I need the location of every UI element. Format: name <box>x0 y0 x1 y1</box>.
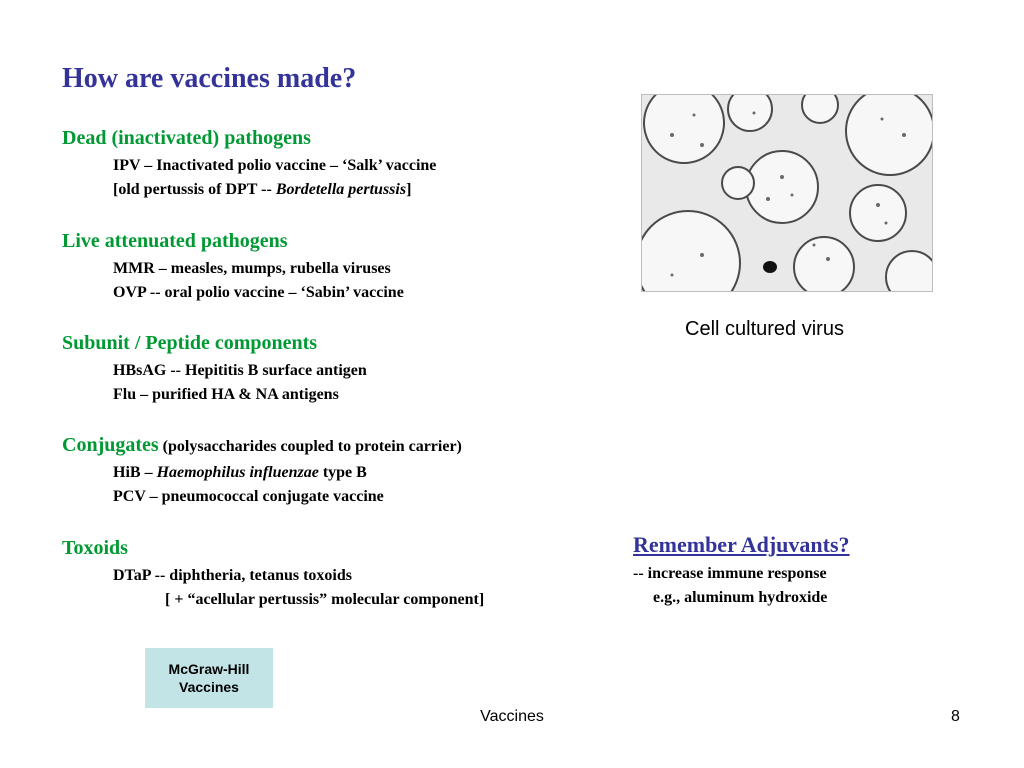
dead-line-pertussis <box>113 180 411 200</box>
dead-line-pertussis-italic: Bordetella pertussis <box>275 181 407 198</box>
section-heading-live: Live attenuated pathogens <box>62 230 288 252</box>
section-heading-dead: Dead (inactivated) pathogens <box>62 127 311 149</box>
conjugates-line-pcv: PCV – pneumococcal conjugate vaccine <box>113 488 384 505</box>
conjugates-line-hib <box>113 463 367 483</box>
adjuvants-line-example: e.g., aluminum hydroxide <box>653 589 828 606</box>
source-box-line2: Vaccines <box>179 679 239 695</box>
slide-title: How are vaccines made? <box>62 63 357 94</box>
adjuvants-line-immune: -- increase immune response <box>633 565 827 582</box>
source-box <box>145 648 273 708</box>
dead-line-ipv: IPV – Inactivated polio vaccine – ‘Salk’ vaccine <box>113 157 437 174</box>
section-heading-conjugates <box>62 433 462 459</box>
micrograph-svg <box>642 95 933 292</box>
conjugates-hib-suffix: type B <box>318 464 367 481</box>
section-heading-subunit: Subunit / Peptide components <box>62 332 318 354</box>
conjugates-hib-prefix: HiB – <box>113 464 157 481</box>
live-line-mmr: MMR – measles, mumps, rubella viruses <box>113 260 391 277</box>
dead-line-pertussis-suffix: ] <box>406 181 412 198</box>
dead-line-pertussis-prefix: [old pertussis of DPT -- <box>113 181 276 198</box>
subunit-line-flu: Flu – purified HA & NA antigens <box>113 386 339 403</box>
subunit-line-hbsag: HBsAG -- Hepititis B surface antigen <box>113 362 367 379</box>
section-heading-toxoids: Toxoids <box>62 537 128 559</box>
toxoids-line-dtap: DTaP -- diphtheria, tetanus toxoids <box>113 567 352 584</box>
toxoids-line-acellular: [ + “acellular pertussis” molecular component] <box>165 591 485 608</box>
live-line-ovp: OVP -- oral polio vaccine – ‘Sabin’ vaccine <box>113 284 404 301</box>
source-box-line1: McGraw-Hill <box>168 661 250 677</box>
conjugates-hib-italic: Haemophilus influenzae <box>156 464 319 481</box>
footer-title: Vaccines <box>480 708 544 725</box>
page-number: 8 <box>951 708 960 725</box>
conjugates-heading-text: Conjugates <box>62 434 159 456</box>
conjugates-note: (polysaccharides coupled to protein carrier) <box>158 438 462 455</box>
cell-culture-micrograph-image <box>641 94 933 292</box>
adjuvants-heading: Remember Adjuvants? <box>633 532 850 557</box>
image-caption: Cell cultured virus <box>685 318 844 340</box>
